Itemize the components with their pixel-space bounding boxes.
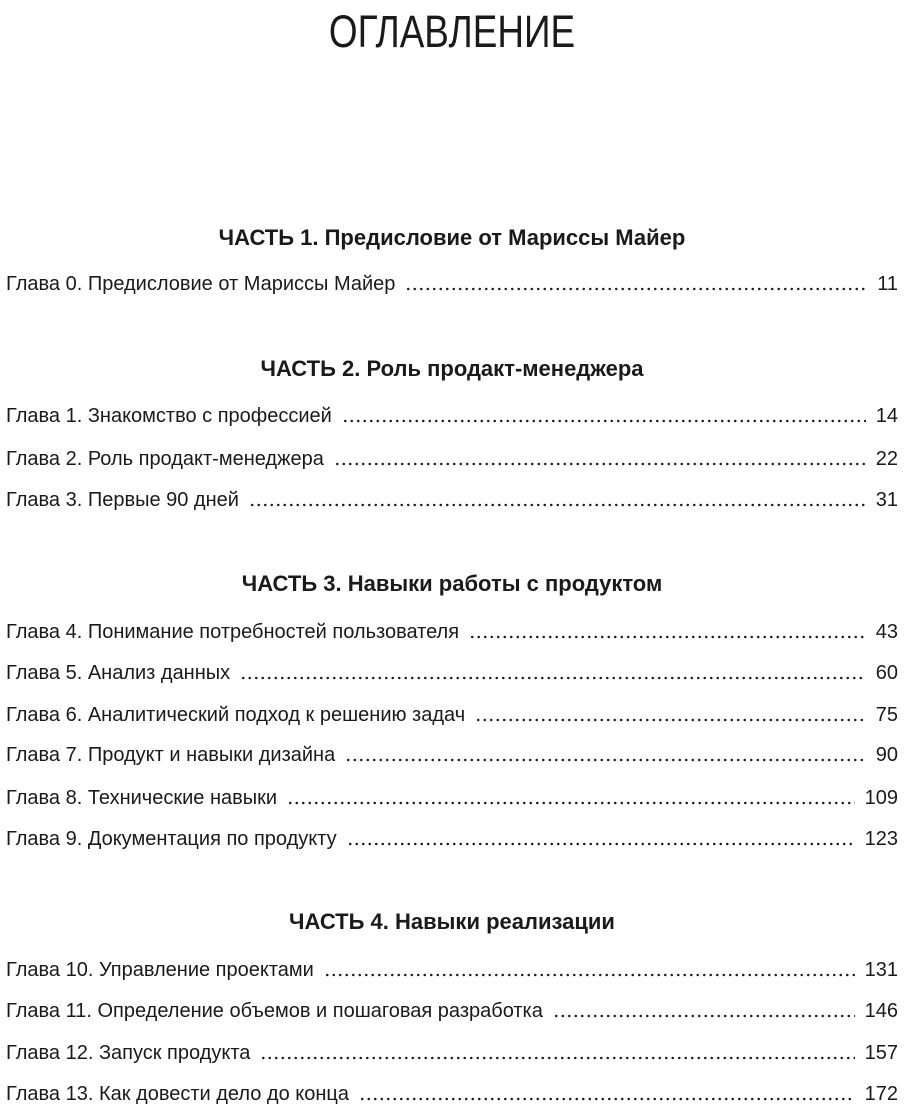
part-4-heading: ЧАСТЬ 4. Навыки реализации <box>289 909 615 934</box>
chapter-label: Глава 6. Аналитический подход к решению задач <box>6 704 466 726</box>
chapter-label: Глава 3. Первые 90 дней <box>6 489 239 511</box>
toc-entry[interactable] <box>6 956 898 984</box>
toc-entry[interactable] <box>6 618 898 646</box>
page-number: 75 <box>875 704 898 726</box>
chapter-label: Глава 0. Предисловие от Мариссы Майер <box>6 273 396 295</box>
page-number: 60 <box>875 662 898 684</box>
dot-leader <box>342 419 866 423</box>
chapter-label: Глава 13. Как довести дело до конца <box>6 1083 349 1105</box>
dot-leader <box>240 676 866 680</box>
toc-entry[interactable] <box>6 825 898 853</box>
toc-title: ОГЛАВЛЕНИЕ <box>328 6 576 57</box>
toc-entry[interactable] <box>6 741 898 769</box>
toc-entry[interactable] <box>6 997 898 1025</box>
page-number: 109 <box>864 787 898 809</box>
toc-entry[interactable] <box>6 659 898 687</box>
toc-entry[interactable] <box>6 1039 898 1067</box>
chapter-label: Глава 7. Продукт и навыки дизайна <box>6 744 336 766</box>
part-2-heading: ЧАСТЬ 2. Роль продакт-менеджера <box>260 356 644 381</box>
dot-leader <box>249 503 866 507</box>
page-number: 90 <box>875 744 898 766</box>
dot-leader <box>345 758 866 762</box>
dot-leader <box>334 462 866 466</box>
page-number: 43 <box>875 621 898 643</box>
chapter-label: Глава 1. Знакомство с профессией <box>6 405 332 427</box>
chapter-label: Глава 10. Управление проектами <box>6 959 314 981</box>
dot-leader <box>475 718 866 722</box>
page-number: 131 <box>864 959 898 981</box>
dot-leader <box>324 973 855 977</box>
chapter-label: Глава 2. Роль продакт-менеджера <box>6 448 324 470</box>
chapter-label: Глава 4. Понимание потребностей пользователя <box>6 621 460 643</box>
page-number: 157 <box>864 1042 898 1064</box>
toc-entry[interactable] <box>6 701 898 729</box>
dot-leader <box>405 287 867 291</box>
dot-leader <box>347 842 855 846</box>
dot-leader <box>359 1097 855 1101</box>
page-number: 123 <box>864 828 898 850</box>
page-number: 172 <box>864 1083 898 1105</box>
chapter-label: Глава 11. Определение объемов и пошаговая разработка <box>6 1000 543 1022</box>
toc-entry[interactable] <box>6 486 898 514</box>
dot-leader <box>287 801 855 805</box>
chapter-label: Глава 8. Технические навыки <box>6 787 278 809</box>
toc-entry[interactable] <box>6 402 898 430</box>
page-number: 146 <box>864 1000 898 1022</box>
part-1-heading: ЧАСТЬ 1. Предисловие от Мариссы Майер <box>218 225 686 250</box>
page-number: 31 <box>875 489 898 511</box>
chapter-label: Глава 12. Запуск продукта <box>6 1042 251 1064</box>
toc-entry[interactable] <box>6 784 898 812</box>
page-number: 11 <box>877 273 898 295</box>
dot-leader <box>469 635 866 639</box>
chapter-label: Глава 5. Анализ данных <box>6 662 231 684</box>
page-number: 14 <box>875 405 898 427</box>
dot-leader <box>553 1014 855 1018</box>
dot-leader <box>260 1056 854 1060</box>
toc-entry[interactable] <box>6 270 898 298</box>
page-number: 22 <box>875 448 898 470</box>
toc-entry[interactable] <box>6 445 898 473</box>
part-3-heading: ЧАСТЬ 3. Навыки работы с продуктом <box>241 571 663 596</box>
toc-entry[interactable] <box>6 1080 898 1108</box>
chapter-label: Глава 9. Документация по продукту <box>6 828 337 850</box>
